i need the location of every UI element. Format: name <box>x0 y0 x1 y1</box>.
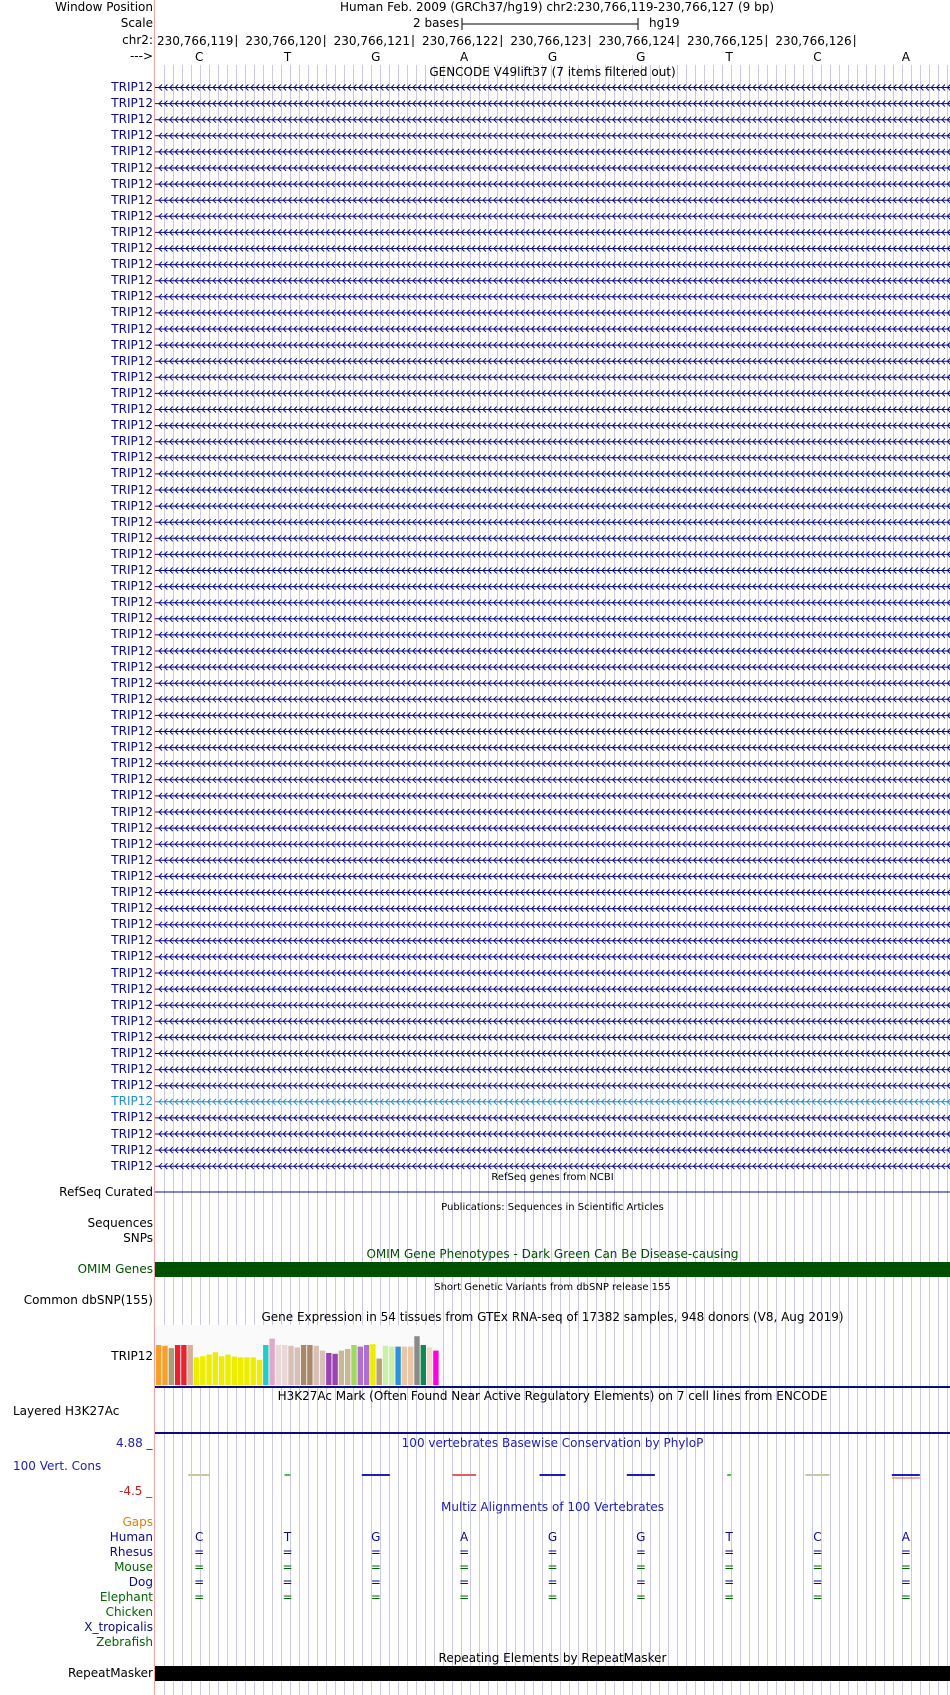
strand-arrow-label: ---> <box>129 49 153 63</box>
gencode-transcript[interactable] <box>155 873 950 879</box>
gencode-gene-label[interactable]: TRIP12 <box>111 1013 153 1028</box>
ruler-position-label: 230,766,124 <box>598 34 675 48</box>
gencode-transcript[interactable] <box>155 809 950 815</box>
multiz-alignment-base: A <box>901 1530 910 1544</box>
gencode-gene-label[interactable]: TRIP12 <box>111 917 153 932</box>
gencode-transcript[interactable] <box>155 1131 950 1137</box>
gencode-gene-label[interactable]: TRIP12 <box>111 595 153 610</box>
gtex-tissue-bar[interactable] <box>427 1347 432 1385</box>
gencode-gene-label[interactable]: TRIP12 <box>111 546 153 561</box>
gencode-transcript[interactable] <box>155 1147 950 1153</box>
gencode-gene-label[interactable]: TRIP12 <box>111 965 153 980</box>
gencode-transcript[interactable] <box>155 986 950 992</box>
multiz-alignment-base: = <box>370 1590 381 1604</box>
gtex-tissue-bar[interactable] <box>219 1356 224 1385</box>
chromosome-label: chr2: <box>122 33 153 47</box>
gencode-transcript[interactable] <box>155 390 950 396</box>
gencode-transcript[interactable] <box>155 165 950 171</box>
refseq-track-title: RefSeq genes from NCBI <box>491 1172 614 1183</box>
gencode-transcript[interactable] <box>155 938 950 944</box>
publications-snps-label[interactable]: SNPs <box>123 1231 153 1245</box>
gencode-gene-label[interactable]: TRIP12 <box>111 257 153 272</box>
ruler-base-letter: T <box>725 50 733 64</box>
gencode-transcript[interactable] <box>155 326 950 332</box>
gtex-tissue-bar[interactable] <box>238 1357 243 1385</box>
multiz-alignment-base: G <box>371 1530 381 1544</box>
gtex-tissue-bar[interactable] <box>339 1351 344 1385</box>
gencode-transcript[interactable] <box>155 1067 950 1073</box>
gencode-transcript[interactable] <box>155 85 950 91</box>
multiz-alignment-base: = <box>724 1590 735 1604</box>
gencode-gene-label[interactable]: TRIP12 <box>111 997 153 1012</box>
gencode-gene-label[interactable]: TRIP12 <box>111 321 153 336</box>
multiz-alignment-base: C <box>194 1530 204 1544</box>
gtex-tissue-bar[interactable] <box>295 1347 300 1385</box>
refseq-track-label[interactable]: RefSeq Curated <box>59 1185 153 1199</box>
gencode-gene-label[interactable]: TRIP12 <box>111 241 153 255</box>
ruler-base-letter: T <box>283 50 292 64</box>
gencode-gene-label[interactable]: TRIP12 <box>111 224 153 239</box>
gencode-transcript[interactable] <box>155 439 950 445</box>
gtex-tissue-bar[interactable] <box>383 1346 388 1385</box>
gencode-transcript[interactable] <box>155 551 950 557</box>
gencode-transcript[interactable] <box>155 841 950 847</box>
scale-label: Scale <box>120 16 153 30</box>
gtex-tissue-bar[interactable] <box>307 1345 312 1385</box>
gencode-transcript[interactable] <box>155 1115 950 1121</box>
gtex-tissue-bar[interactable] <box>358 1347 363 1385</box>
gencode-gene-label[interactable]: TRIP12 <box>111 1110 153 1125</box>
gtex-tissue-bar[interactable] <box>175 1345 180 1385</box>
multiz-species-label[interactable]: Zebrafish <box>96 1635 153 1649</box>
gencode-transcript[interactable] <box>155 519 950 525</box>
gencode-gene-label[interactable]: TRIP12 <box>111 949 153 964</box>
gencode-transcript[interactable] <box>155 262 950 268</box>
gtex-tissue-bar[interactable] <box>181 1345 186 1385</box>
multiz-alignment-base: = <box>635 1575 646 1589</box>
phylop-conservation-plot[interactable] <box>155 1450 950 1500</box>
gencode-gene-label[interactable]: TRIP12 <box>111 740 153 755</box>
multiz-species-label[interactable]: Rhesus <box>109 1545 153 1559</box>
multiz-alignment-base: = <box>812 1545 823 1559</box>
gencode-gene-label[interactable]: TRIP12 <box>111 128 153 143</box>
phylop-min-label: -4.5 _ <box>119 1484 153 1498</box>
gencode-transcript[interactable] <box>155 712 950 718</box>
gtex-tissue-bar[interactable] <box>314 1346 319 1385</box>
gencode-transcript[interactable] <box>155 616 950 622</box>
gtex-tissue-bar[interactable] <box>225 1355 230 1385</box>
gtex-tissue-bar[interactable] <box>370 1344 375 1385</box>
gencode-transcript[interactable] <box>155 1034 950 1040</box>
gencode-gene-label[interactable]: TRIP12 <box>111 691 153 706</box>
gencode-gene-label[interactable]: TRIP12 <box>111 1158 153 1173</box>
gencode-transcript[interactable] <box>155 680 950 686</box>
phylop-track-label[interactable]: 100 Vert. Cons <box>13 1459 102 1473</box>
gencode-transcript[interactable] <box>155 101 950 107</box>
scale-db-label: hg19 <box>649 16 680 30</box>
gencode-transcript[interactable] <box>155 793 950 799</box>
gtex-tissue-bar[interactable] <box>377 1359 382 1385</box>
ruler-base-letter: G <box>371 50 381 64</box>
gencode-gene-label[interactable]: TRIP12 <box>111 498 153 513</box>
h3k27ac-track-label[interactable]: Layered H3K27Ac <box>13 1404 120 1418</box>
multiz-alignment-base: = <box>547 1590 558 1604</box>
multiz-alignment-base: = <box>900 1590 911 1604</box>
gtex-tissue-bar[interactable] <box>433 1351 438 1385</box>
gencode-transcript[interactable] <box>155 664 950 670</box>
gencode-gene-label[interactable]: TRIP12 <box>111 981 153 996</box>
gtex-tissue-bar[interactable] <box>288 1346 293 1385</box>
gtex-tissue-bar[interactable] <box>200 1356 205 1385</box>
gencode-transcript[interactable] <box>155 954 950 960</box>
gtex-tissue-bar[interactable] <box>276 1345 281 1385</box>
gencode-gene-label[interactable]: TRIP12 <box>111 675 153 690</box>
ruler-base-letter: A <box>460 50 469 64</box>
gencode-transcript[interactable] <box>155 181 950 187</box>
ruler-position-label: 230,766,122 <box>421 34 499 48</box>
multiz-alignment-base: A <box>460 1530 469 1544</box>
gencode-gene-label[interactable]: TRIP12 <box>111 885 153 899</box>
multiz-alignment-base: = <box>547 1560 558 1574</box>
gencode-gene-label[interactable]: TRIP12 <box>111 434 153 449</box>
gencode-gene-label[interactable]: TRIP12 <box>111 627 153 642</box>
omim-track-label[interactable]: OMIM Genes <box>77 1262 153 1276</box>
ruler-position-label: 230,766,126 <box>775 34 852 48</box>
repeatmasker-track-label[interactable]: RepeatMasker <box>67 1666 153 1680</box>
gencode-gene-label[interactable]: TRIP12 <box>111 772 153 787</box>
gencode-transcript[interactable] <box>155 133 950 139</box>
gencode-gene-label[interactable]: TRIP12 <box>111 514 153 529</box>
dbsnp-track-title: Short Genetic Variants from dbSNP release 155 <box>434 1282 671 1293</box>
gencode-transcript[interactable] <box>155 922 950 928</box>
publications-sequences-label[interactable]: Sequences <box>87 1216 153 1230</box>
gencode-track-features[interactable] <box>155 80 950 1175</box>
gtex-tissue-bar[interactable] <box>345 1349 350 1385</box>
gtex-expression-chart[interactable] <box>155 1325 950 1387</box>
ruler-base-letter: C <box>813 50 822 64</box>
gencode-gene-label[interactable]: TRIP12 <box>111 643 153 658</box>
gtex-tissue-bar[interactable] <box>251 1357 256 1385</box>
gencode-transcript[interactable] <box>155 229 950 235</box>
gencode-gene-label[interactable]: TRIP12 <box>111 305 153 320</box>
gtex-tissue-bar[interactable] <box>351 1345 356 1385</box>
gencode-transcript[interactable] <box>155 423 950 429</box>
gencode-transcript[interactable] <box>155 745 950 751</box>
multiz-track-title: Multiz Alignments of 100 Vertebrates <box>440 1500 665 1514</box>
omim-track-title: OMIM Gene Phenotypes - Dark Green Can Be Disease-causing <box>366 1247 739 1261</box>
gencode-gene-label[interactable]: TRIP12 <box>111 804 153 819</box>
gtex-tissue-bar[interactable] <box>408 1347 413 1385</box>
gencode-gene-label[interactable]: TRIP12 <box>111 579 153 594</box>
gencode-transcript[interactable] <box>155 696 950 702</box>
gencode-gene-label[interactable]: TRIP12 <box>111 901 153 916</box>
multiz-alignment-base: T <box>283 1530 292 1544</box>
gencode-gene-label[interactable]: TRIP12 <box>111 337 153 352</box>
multiz-species-label[interactable]: Chicken <box>105 1605 153 1619</box>
multiz-alignment-base: = <box>812 1575 823 1589</box>
multiz-alignment-base: = <box>635 1545 646 1559</box>
gencode-gene-label[interactable]: TRIP12 <box>111 788 153 803</box>
multiz-alignment-base: = <box>194 1590 205 1604</box>
gtex-tissue-bar[interactable] <box>301 1345 306 1385</box>
multiz-alignment-base: = <box>370 1575 381 1589</box>
gencode-gene-label[interactable]: TRIP12 <box>111 273 153 288</box>
base-position-ruler <box>155 33 950 65</box>
gtex-tissue-bar[interactable] <box>156 1345 161 1385</box>
multiz-species-label[interactable]: Human <box>109 1530 153 1544</box>
gtex-tissue-bar[interactable] <box>162 1346 167 1385</box>
gencode-transcript[interactable] <box>155 455 950 461</box>
gencode-transcript[interactable] <box>155 857 950 863</box>
gencode-transcript[interactable] <box>155 487 950 493</box>
multiz-species-label[interactable]: X_tropicalis <box>84 1620 153 1634</box>
gencode-transcript[interactable] <box>155 632 950 638</box>
gencode-gene-label[interactable]: TRIP12 <box>111 1126 153 1141</box>
gtex-tissue-bar[interactable] <box>169 1348 174 1385</box>
gencode-transcript[interactable] <box>155 358 950 364</box>
gtex-tissue-bar[interactable] <box>364 1345 369 1385</box>
ruler-base-letter: G <box>636 50 646 64</box>
gencode-transcript[interactable] <box>155 777 950 783</box>
gencode-transcript[interactable] <box>155 310 950 316</box>
multiz-alignment-base: = <box>194 1575 205 1589</box>
multiz-alignment-base: = <box>900 1575 911 1589</box>
gencode-gene-label[interactable]: TRIP12 <box>111 466 153 481</box>
gtex-tissue-bar[interactable] <box>263 1345 268 1385</box>
gencode-transcript[interactable] <box>155 503 950 509</box>
gencode-gene-label[interactable]: TRIP12 <box>111 852 153 867</box>
gencode-gene-label[interactable]: TRIP12 <box>111 96 153 111</box>
gencode-gene-label[interactable]: TRIP12 <box>111 1142 153 1157</box>
gencode-transcript[interactable] <box>155 648 950 654</box>
multiz-alignment-base: = <box>812 1560 823 1574</box>
multiz-alignment-base: = <box>459 1575 470 1589</box>
gencode-transcript[interactable] <box>155 342 950 348</box>
multiz-gaps-label[interactable]: Gaps <box>122 1515 153 1529</box>
gencode-transcript[interactable] <box>155 213 950 219</box>
gtex-tissue-bar[interactable] <box>395 1347 400 1385</box>
gencode-transcript[interactable] <box>155 729 950 735</box>
multiz-alignment-base: = <box>900 1545 911 1559</box>
ruler-position-label: 230,766,123 <box>510 34 587 48</box>
multiz-alignment-base: = <box>812 1590 823 1604</box>
dbsnp-track-label[interactable]: Common dbSNP(155) <box>23 1293 153 1307</box>
h3k27ac-track-title: H3K27Ac Mark (Often Found Near Active Regulatory Elements) on 7 cell lines from ENCODE <box>277 1389 828 1403</box>
gencode-transcript[interactable] <box>155 825 950 831</box>
multiz-alignment-base: = <box>282 1560 293 1574</box>
gtex-tissue-bar[interactable] <box>389 1347 394 1385</box>
gtex-tissue-bar[interactable] <box>320 1351 325 1385</box>
omim-phenotype-bar[interactable] <box>155 1262 950 1277</box>
gtex-track-label[interactable]: TRIP12 <box>111 1349 153 1363</box>
gencode-gene-label[interactable]: TRIP12 <box>111 144 153 159</box>
gencode-gene-label[interactable]: TRIP12 <box>111 707 153 722</box>
h3k27ac-track-divider <box>155 1432 950 1434</box>
gencode-transcript[interactable] <box>155 246 950 252</box>
gtex-track-title: Gene Expression in 54 tissues from GTEx RNA-seq of 17382 samples, 948 donors (V8, Aug 2019) <box>261 1310 844 1324</box>
multiz-alignment-base: = <box>282 1590 293 1604</box>
gtex-tissue-bar[interactable] <box>244 1357 249 1385</box>
ruler-base-letter: G <box>547 50 558 64</box>
gencode-transcript[interactable] <box>155 117 950 123</box>
gencode-transcript[interactable] <box>155 568 950 574</box>
gencode-transcript[interactable] <box>155 1051 950 1057</box>
multiz-alignment-base: = <box>724 1575 735 1589</box>
window-position-label: Window Position <box>55 0 153 14</box>
scale-bar <box>460 16 640 32</box>
gtex-tissue-bar[interactable] <box>332 1354 337 1385</box>
gencode-gene-label[interactable]: TRIP12 <box>111 563 153 577</box>
gencode-gene-label[interactable]: TRIP12 <box>111 756 153 771</box>
gencode-transcript[interactable] <box>155 1002 950 1008</box>
multiz-alignment-base: C <box>813 1530 822 1544</box>
gencode-transcript[interactable] <box>155 1083 950 1089</box>
gencode-gene-label[interactable]: TRIP12 <box>111 659 153 674</box>
multiz-species-label[interactable]: Dog <box>128 1575 153 1589</box>
phylop-track-title: 100 vertebrates Basewise Conservation by PhyloP <box>401 1436 704 1450</box>
multiz-alignment-base: = <box>459 1545 470 1559</box>
gencode-gene-label[interactable]: TRIP12 <box>111 176 153 191</box>
gtex-tissue-bar[interactable] <box>206 1355 211 1385</box>
gencode-gene-label[interactable]: TRIP12 <box>111 402 153 416</box>
ruler-position-label: 230,766,120 <box>245 34 322 48</box>
multiz-alignment-base: = <box>635 1590 646 1604</box>
gtex-tissue-bar[interactable] <box>213 1352 218 1385</box>
gencode-transcript[interactable] <box>155 535 950 541</box>
ruler-position-label: 230,766,125 <box>686 34 764 48</box>
gtex-tissue-bar[interactable] <box>326 1353 331 1385</box>
gencode-gene-label[interactable]: TRIP12 <box>111 1029 153 1044</box>
gencode-transcript[interactable] <box>155 906 950 912</box>
multiz-alignment-base: G <box>636 1530 646 1544</box>
publications-track-title: Publications: Sequences in Scientific Articles <box>441 1202 664 1213</box>
multiz-alignment-base: = <box>370 1545 381 1559</box>
gencode-gene-label[interactable]: TRIP12 <box>111 369 153 384</box>
multiz-alignment-base: = <box>282 1575 293 1589</box>
gencode-gene-label[interactable]: TRIP12 <box>111 80 153 94</box>
gencode-gene-label[interactable]: TRIP12 <box>111 482 153 497</box>
gtex-tissue-bar[interactable] <box>257 1360 262 1385</box>
gencode-transcript[interactable] <box>155 374 950 380</box>
gencode-transcript[interactable] <box>155 149 950 155</box>
gencode-transcript[interactable] <box>155 407 950 413</box>
gencode-transcript[interactable] <box>155 584 950 590</box>
gtex-tissue-bar[interactable] <box>282 1345 287 1385</box>
gencode-transcript[interactable] <box>155 1163 950 1169</box>
multiz-alignment-base: = <box>900 1560 911 1574</box>
multiz-alignment-base: G <box>547 1530 558 1544</box>
ruler-base-letter: A <box>901 50 910 64</box>
multiz-alignment-base: T <box>725 1530 733 1544</box>
gencode-transcript[interactable] <box>155 1099 950 1105</box>
multiz-alignment-base: = <box>282 1545 293 1559</box>
gencode-gene-label[interactable]: TRIP12 <box>111 530 153 545</box>
multiz-alignment-base: = <box>459 1560 470 1574</box>
repeatmasker-element-bar[interactable] <box>155 1666 950 1681</box>
gtex-track-divider <box>155 1386 950 1388</box>
gtex-tissue-bar[interactable] <box>194 1357 199 1385</box>
gencode-gene-label[interactable]: TRIP12 <box>111 289 153 304</box>
gtex-tissue-bar[interactable] <box>414 1336 419 1385</box>
repeatmasker-track-title: Repeating Elements by RepeatMasker <box>438 1651 667 1665</box>
multiz-alignment-base: = <box>547 1545 558 1559</box>
gencode-gene-label[interactable]: TRIP12 <box>111 724 153 738</box>
multiz-alignment-base: = <box>547 1575 558 1589</box>
gencode-gene-label[interactable]: TRIP12 <box>111 1078 153 1093</box>
gencode-gene-label[interactable]: TRIP12 <box>111 820 153 835</box>
gencode-gene-label[interactable]: TRIP12 <box>111 933 153 948</box>
gencode-gene-label[interactable]: TRIP12 <box>111 1094 153 1109</box>
ruler-base-letter: C <box>194 50 204 64</box>
gencode-gene-label[interactable]: TRIP12 <box>111 1062 153 1077</box>
ruler-position-label: 230,766,119 <box>156 34 234 48</box>
ruler-position-label: 230,766,121 <box>333 34 410 48</box>
multiz-alignment-base: = <box>194 1545 205 1559</box>
gencode-gene-label[interactable]: TRIP12 <box>111 611 153 626</box>
gencode-gene-label[interactable]: TRIP12 <box>111 418 153 433</box>
refseq-gene-line[interactable] <box>155 1187 950 1197</box>
phylop-max-label: 4.88 _ <box>116 1436 153 1450</box>
multiz-alignment-base: = <box>724 1560 735 1574</box>
gencode-transcript[interactable] <box>155 197 950 203</box>
assembly-position-text: Human Feb. 2009 (GRCh37/hg19) chr2:230,766,119-230,766,127 (9 bp) <box>340 0 775 14</box>
multiz-alignment-base: = <box>635 1560 646 1574</box>
gencode-track-title: GENCODE V49lift37 (7 items filtered out) <box>429 65 676 79</box>
gencode-gene-label[interactable]: TRIP12 <box>111 385 153 400</box>
gencode-gene-label[interactable]: TRIP12 <box>111 160 153 175</box>
gencode-gene-label[interactable]: TRIP12 <box>111 208 153 223</box>
gencode-gene-label[interactable]: TRIP12 <box>111 192 153 207</box>
gencode-transcript[interactable] <box>155 1018 950 1024</box>
gencode-transcript[interactable] <box>155 278 950 284</box>
gtex-tissue-bar[interactable] <box>269 1339 274 1385</box>
gencode-transcript[interactable] <box>155 890 950 896</box>
gencode-gene-label[interactable]: TRIP12 <box>111 450 153 465</box>
gtex-tissue-bar[interactable] <box>402 1347 407 1385</box>
gencode-transcript[interactable] <box>155 471 950 477</box>
gtex-tissue-bar[interactable] <box>232 1357 237 1385</box>
scale-text: 2 bases <box>413 16 460 30</box>
gencode-gene-label[interactable]: TRIP12 <box>111 868 153 883</box>
gencode-gene-label[interactable]: TRIP12 <box>111 112 153 127</box>
gencode-gene-label[interactable]: TRIP12 <box>111 353 153 368</box>
multiz-alignment-base: = <box>194 1560 205 1574</box>
gencode-transcript[interactable] <box>155 970 950 976</box>
multiz-alignment-base: = <box>724 1545 735 1559</box>
gencode-transcript[interactable] <box>155 761 950 767</box>
gencode-transcript[interactable] <box>155 600 950 606</box>
gtex-tissue-bar[interactable] <box>421 1345 426 1385</box>
gencode-gene-label[interactable]: TRIP12 <box>111 1046 153 1060</box>
multiz-alignment-base: = <box>459 1590 470 1604</box>
gtex-tissue-bar[interactable] <box>188 1345 193 1385</box>
gencode-transcript[interactable] <box>155 294 950 300</box>
gencode-gene-label[interactable]: TRIP12 <box>111 836 153 851</box>
multiz-alignment-base: = <box>370 1560 381 1574</box>
multiz-species-label[interactable]: Mouse <box>114 1560 153 1574</box>
multiz-species-label[interactable]: Elephant <box>99 1590 153 1604</box>
